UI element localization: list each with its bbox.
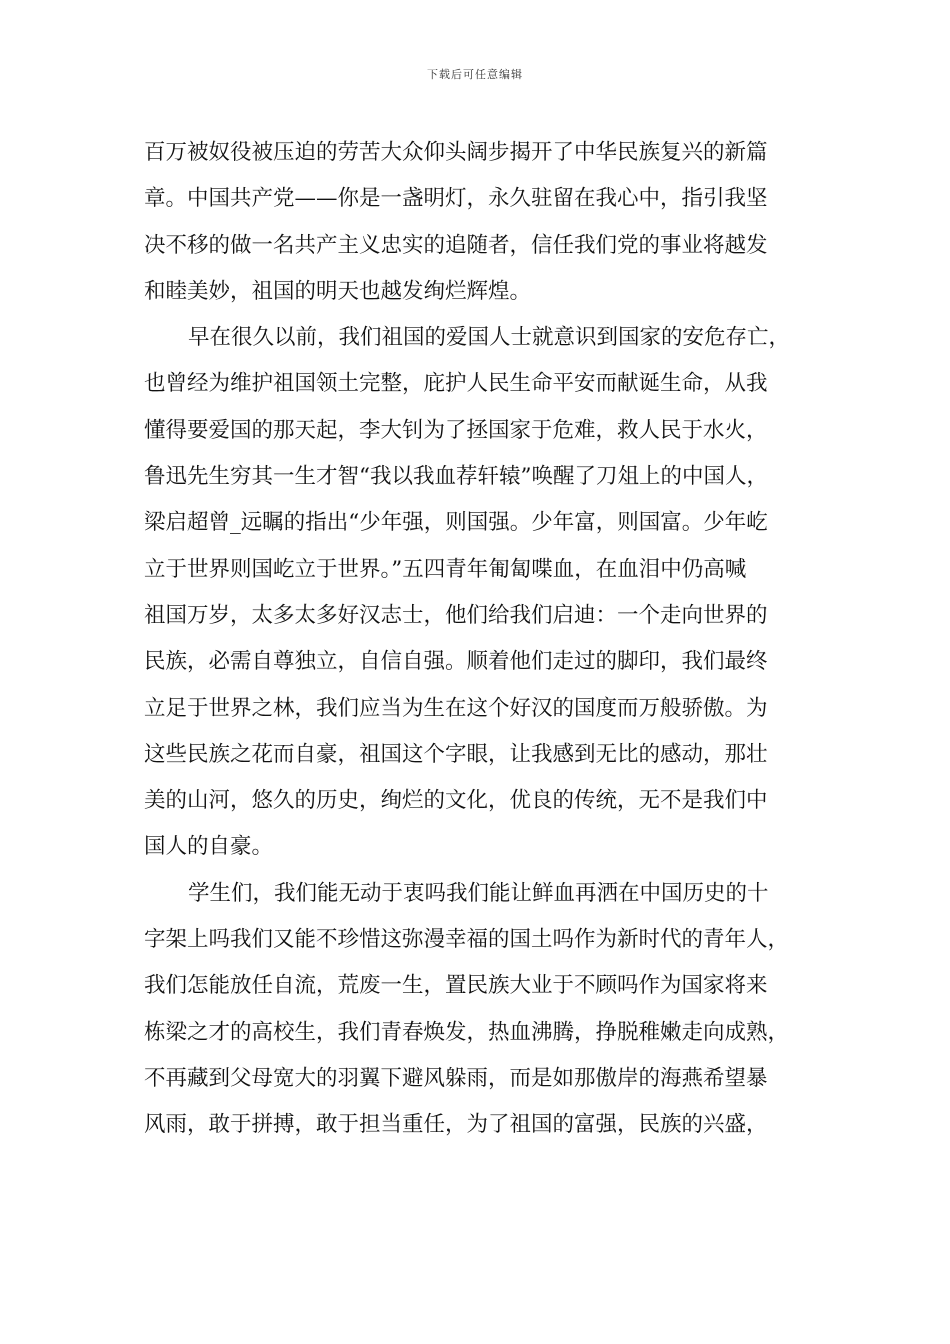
text-line: 祖国万岁，太多太多好汉志士，他们给我们启迪：一个走向世界的 <box>144 602 768 628</box>
paragraph-first-line: 学生们，我们能无动于衷吗我们能让鲜血再洒在中国历史的十 <box>188 880 769 906</box>
text-line: 章。中国共产党——你是一盏明灯，永久驻留在我心中，指引我坚 <box>144 186 768 212</box>
page-header-note: 下载后可任意编辑 <box>427 68 523 81</box>
paragraph-first-line: 早在很久以前，我们祖国的爱国人士就意识到国家的安危存亡， <box>188 325 791 351</box>
text-line: 国人的自豪。 <box>144 834 274 860</box>
text-line: 民族，必需自尊独立，自信自强。顺着他们走过的脚印，我们最终 <box>144 649 768 675</box>
text-line: 也曾经为维护祖国领土完整，庇护人民生命平安而献诞生命，从我 <box>144 371 768 397</box>
text-line: 这些民族之花而自豪，祖国这个字眼，让我感到无比的感动，那壮 <box>144 741 768 767</box>
text-line: 立于世界则国屹立于世界。”五四青年匍匐喋血，在血泪中仍高喊 <box>144 556 747 582</box>
document-body <box>144 130 796 1149</box>
text-line: 我们怎能放任自流，荒废一生，置民族大业于不顾吗作为国家将来 <box>144 973 768 999</box>
text-line: 美的山河，悠久的历史，绚烂的文化，优良的传统，无不是我们中 <box>144 788 768 814</box>
text-line: 栋梁之才的高校生，我们青春焕发，热血沸腾，挣脱稚嫩走向成熟， <box>144 1019 790 1045</box>
text-line: 和睦美妙，祖国的明天也越发绚烂辉煌。 <box>144 278 532 304</box>
text-line: 梁启超曾_远瞩的指出“少年强，则国强。少年富，则国富。少年屹 <box>144 510 768 536</box>
text-line: 立足于世界之林，我们应当为生在这个好汉的国度而万般骄傲。为 <box>144 695 768 721</box>
text-line: 决不移的做一名共产主义忠实的追随者，信任我们党的事业将越发 <box>144 232 768 258</box>
text-line: 不再藏到父母宽大的羽翼下避风躲雨，而是如那傲岸的海燕希望暴 <box>144 1065 768 1091</box>
text-line: 字架上吗我们又能不珍惜这弥漫幸福的国土吗作为新时代的青年人， <box>144 927 790 953</box>
text-line: 懂得要爱国的那天起，李大钊为了拯国家于危难，救人民于水火， <box>144 417 768 443</box>
text-line: 风雨，敢于拼搏，敢于担当重任，为了祖国的富强，民族的兴盛， <box>144 1112 768 1138</box>
text-line: 鲁迅先生穷其一生才智“我以我血荐轩辕”唤醒了刀俎上的中国人， <box>144 464 768 490</box>
text-line: 百万被奴役被压迫的劳苦大众仰头阔步揭开了中华民族复兴的新篇 <box>144 140 768 165</box>
